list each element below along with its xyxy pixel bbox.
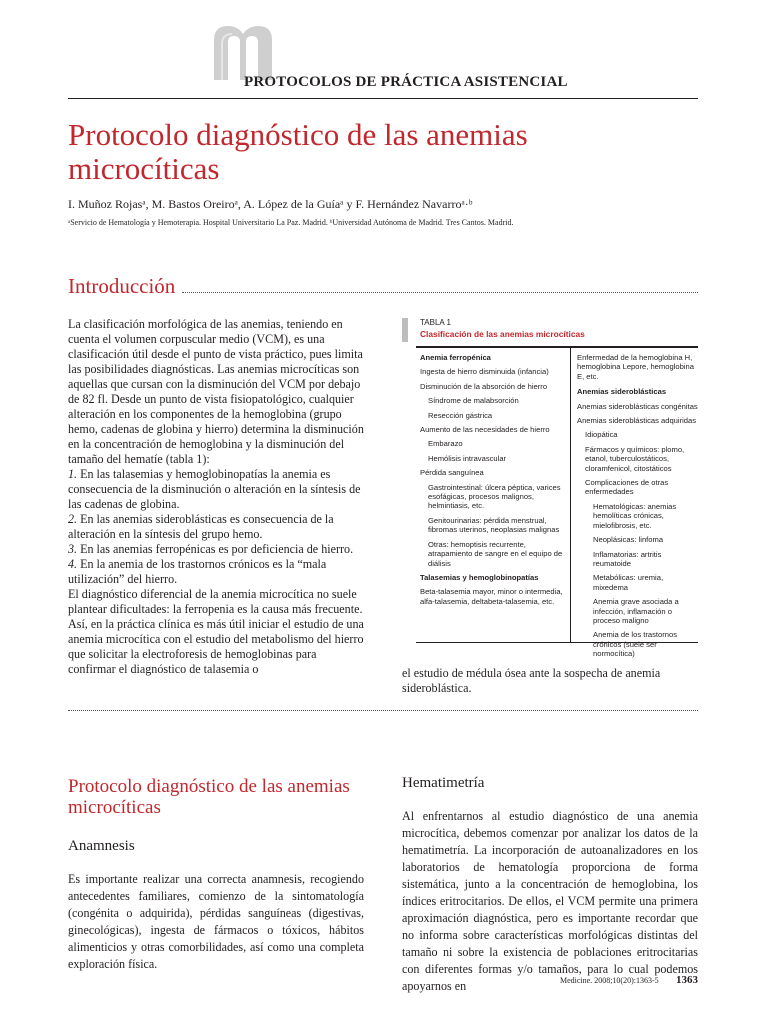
table-row: Genitourinarias: pérdida menstrual, fibromas uterinos, neoplasias malignas bbox=[428, 515, 560, 535]
intro-list-item bbox=[68, 542, 364, 557]
table-title: Clasificación de las anemias microcíticas bbox=[420, 329, 585, 339]
table-row: Inflamatorias: artritis reumatoide bbox=[593, 549, 662, 568]
table-column-divider bbox=[570, 348, 571, 642]
table-row: Anemia ferropénica bbox=[420, 353, 491, 362]
intro-list-item bbox=[68, 467, 364, 512]
affiliations: ᵃServicio de Hematología y Hemoterapia. Hospital Universitario La Paz. Madrid. ᵇUniversidad Autónoma de Madrid. Tres Cantos. Madrid. bbox=[68, 218, 514, 227]
table-row: Anemia de los trastornos crónicos (suele ser normocítica) bbox=[593, 630, 677, 659]
article-title bbox=[68, 118, 708, 186]
intro-body bbox=[68, 317, 364, 677]
header-rule bbox=[68, 98, 698, 99]
hematimetria-text: Al enfrentarnos al estudio diagnóstico de una anemia microcítica, debemos comenzar por analizar los datos de la hematimetría. La incorporación de autoanalizadores en los laboratorios de hematología proporciona de forma sistemática, junto a la concentración de hemoglobina, los índices eritrocitarios. De ellos, el VCM permite una primera aproximación diagnóstica, pero es importante recordar que no informa sobre características morfológicas distintas del tamaño ni sobre la existencia de poblaciones eritrocitarias con diferentes formas y/o tamaños, para lo cual podemos apoyarnos en bbox=[402, 809, 698, 993]
intro-list-item-number: 2. bbox=[68, 512, 78, 526]
section-divider bbox=[68, 710, 698, 711]
table-row: Síndrome de malabsorción bbox=[428, 396, 519, 406]
table-row: Fármacos y químicos: plomo, etanol, tuberculostáticos, cloramfenicol, citostáticos bbox=[585, 444, 685, 473]
footer-citation: Medicine. 2008;10(20):1363-5 bbox=[560, 976, 659, 985]
table-row: Otras: hemoptisis recurrente, atrapamiento de sangre en el equipo de diálisis bbox=[428, 539, 563, 568]
intro-list-item-text: En las talasemias y hemoglobinopatías la anemia es consecuencia de la disminución o alteración en la síntesis de las cadenas de globina. bbox=[68, 467, 361, 511]
table-row: Gastrointestinal: úlcera péptica, varices esofágicas, procesos malignos, helmintiasis, etc. bbox=[428, 482, 561, 511]
article-title-line1: Protocolo diagnóstico de las anemias bbox=[68, 117, 528, 152]
table-row: Ingesta de hierro disminuida (infancia) bbox=[420, 367, 549, 377]
table-left-column bbox=[420, 353, 568, 611]
protocol-heading: Protocolo diagnóstico de las anemias microcíticas bbox=[68, 776, 350, 818]
page-number: 1363 bbox=[676, 974, 698, 986]
anamnesis-heading: Anamnesis bbox=[68, 838, 135, 854]
table-row: Anemias sideroblásticas bbox=[577, 387, 667, 397]
intro-list bbox=[68, 467, 364, 587]
table-row: Complicaciones de otras enfermedades bbox=[585, 478, 669, 497]
journal-logo bbox=[212, 22, 288, 80]
table-right-column bbox=[577, 353, 698, 664]
intro-list-item bbox=[68, 512, 364, 542]
table-accent-bar bbox=[402, 318, 408, 342]
authors: I. Muñoz Rojasᵃ, M. Bastos Oreiroᵃ, A. López de la Guíaᵃ y F. Hernández Navarroᵃ·ᵇ bbox=[68, 197, 473, 211]
table-row: Hemólisis intravascular bbox=[428, 453, 507, 463]
intro-list-item-text: En las anemias ferropénicas es por deficiencia de hierro. bbox=[77, 542, 354, 556]
journal-logo-m bbox=[212, 22, 288, 80]
article-title-line2: microcíticas bbox=[68, 151, 220, 186]
table-row: Beta-talasemia mayor, minor o intermedia, alfa-talasemia, deltabeta-talasemia, etc. bbox=[420, 587, 563, 606]
table-row: Pérdida sanguínea bbox=[420, 468, 484, 478]
intro-list-item-number: 3. bbox=[68, 542, 78, 556]
table-row: Anemias sideroblásticas congénitas bbox=[577, 401, 698, 411]
table-row: Talasemias y hemoglobinopatías bbox=[420, 572, 539, 582]
table-top-rule bbox=[416, 346, 698, 348]
table-row: Enfermedad de la hemoglobina H, hemoglobina Lepore, hemoglobina E, etc. bbox=[577, 353, 694, 381]
intro-list-item-number: 1. bbox=[68, 467, 78, 481]
hematimetria-heading: Hematimetría bbox=[402, 775, 485, 791]
table-row: Aumento de las necesidades de hierro bbox=[420, 425, 550, 435]
intro-heading: Introducción bbox=[68, 274, 176, 298]
intro-list-item-text: En la anemia de los trastornos crónicos es la “mala utilización” del hierro. bbox=[68, 557, 327, 586]
intro-paragraph-2: El diagnóstico diferencial de la anemia microcítica no suele plantear dificultades: la ferropenia es la causa más frecuente. Así, en la práctica clínica es más útil iniciar el estudio de una anemia microcítica con el estudio del metabolismo del hierro que solicitar la electroforesis de hemoglobinas para confirmar el diagnóstico de talasemia o bbox=[68, 587, 364, 676]
table-label: TABLA 1 bbox=[420, 318, 451, 327]
table-row: Hematológicas: anemias hemolíticas crónicas, mielofibrosis, etc. bbox=[593, 501, 677, 530]
table-1 bbox=[402, 318, 698, 659]
intro-list-item bbox=[68, 557, 364, 587]
table-row: Anemia grave asociada a infección, inflamación o proceso maligno bbox=[593, 597, 679, 625]
section-label: PROTOCOLOS DE PRÁCTICA ASISTENCIAL bbox=[244, 74, 568, 90]
intro-list-item-number: 4. bbox=[68, 557, 78, 571]
table-row: Idiopática bbox=[585, 430, 618, 440]
intro-paragraph: La clasificación morfológica de las anemias, teniendo en cuenta el volumen corpuscular medio (VCM), es una clasificación útil desde el punto de vista práctico, pues limita las posibilidades diagnósticas. Las anemias microcíticas son aquellas que cursan con la disminución del VCM por debajo de 82 fl. Desde un punto de vista fisiopatológico, cualquier alteración en los componentes de la hemoglobina (grupo hemo, cadenas de globina y hierro) determina la disminución en la concentración de hemoglobina y la disminución del tamaño del hematíe (tabla 1): bbox=[68, 317, 364, 466]
intro-list-item-text: En las anemias sideroblásticas es consecuencia de la alteración en la síntesis del grupo hemo. bbox=[68, 512, 334, 541]
table-row: Neoplásicas: linfoma bbox=[593, 535, 664, 545]
table-row: Embarazo bbox=[428, 439, 463, 449]
table-row: Anemias sideroblásticas adquiridas bbox=[577, 416, 697, 426]
anamnesis-text: Es importante realizar una correcta anamnesis, recogiendo antecedentes familiares, comienzo de la sintomatología (congénita o adquirida), pérdidas sanguíneas (digestivas, ginecológicas), ingesta de fármacos o tóxicos, hábitos alimenticios y otras comorbilidades, así como una completa exploración física. bbox=[68, 872, 364, 971]
table-row: Resección gástrica bbox=[428, 410, 493, 420]
intro-heading-dots bbox=[182, 292, 698, 293]
table-row: Metabólicas: uremia, mixedema bbox=[593, 573, 664, 592]
intro-continuation: el estudio de médula ósea ante la sospecha de anemia sideroblástica. bbox=[402, 666, 661, 695]
table-row: Disminución de la absorción de hierro bbox=[420, 381, 548, 391]
